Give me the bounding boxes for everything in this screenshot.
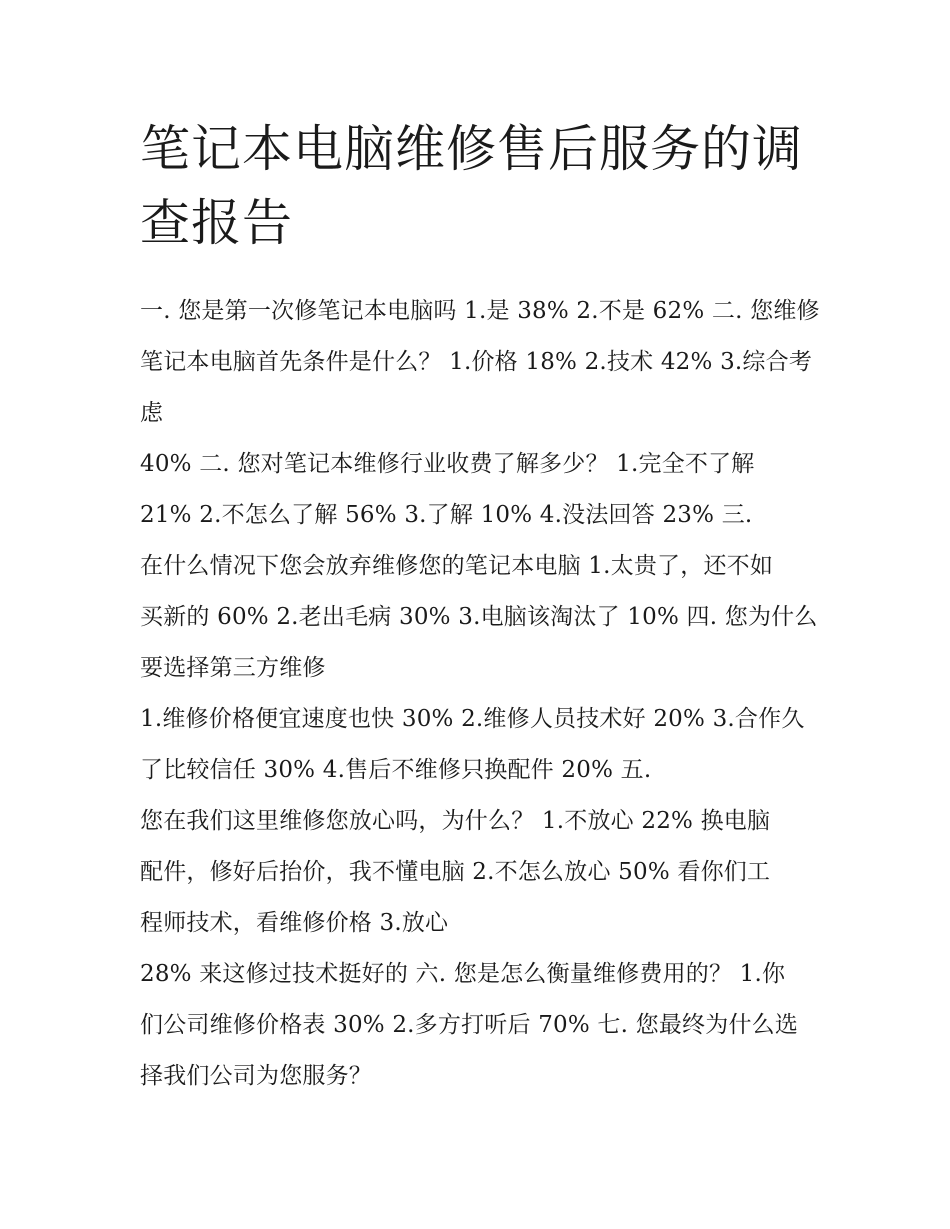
body-line: 了比较信任 30% 4.售后不维修只换配件 20% 五. — [140, 757, 652, 783]
body-line: 程师技术，看维修价格 3.放心 — [140, 910, 449, 936]
body-line: 笔记本电脑首先条件是什么？ 1.价格 18% 2.技术 42% 3.综合考 — [140, 349, 813, 375]
body-line: 要选择第三方维修 — [140, 655, 326, 681]
title-line-1: 笔记本电脑维修售后服务的调 — [140, 120, 803, 178]
body-line: 28% 来这修过技术挺好的 六. 您是怎么衡量维修费用的？ 1.你 — [140, 961, 786, 987]
document-page — [140, 112, 820, 1102]
document-body — [140, 286, 820, 1102]
body-line: 配件，修好后抬价，我不懂电脑 2.不怎么放心 50% 看你们工 — [140, 859, 771, 885]
body-line: 们公司维修价格表 30% 2.多方打听后 70% 七. 您最终为什么选 — [140, 1012, 799, 1038]
body-line: 在什么情况下您会放弃维修您的笔记本电脑 1.太贵了，还不如 — [140, 553, 774, 579]
body-line: 虑 — [140, 400, 164, 426]
body-line: 买新的 60% 2.老出毛病 30% 3.电脑该淘汰了 10% 四. 您为什么 — [140, 604, 818, 630]
body-line: 40% 二. 您对笔记本维修行业收费了解多少？ 1.完全不了解 — [140, 451, 755, 477]
body-line: 一. 您是第一次修笔记本电脑吗 1.是 38% 2.不是 62% 二. 您维修 — [140, 298, 820, 324]
document-title — [140, 112, 820, 260]
body-line: 1.维修价格便宜速度也快 30% 2.维修人员技术好 20% 3.合作久 — [140, 706, 805, 732]
body-line: 择我们公司为您服务？ — [140, 1063, 372, 1089]
title-line-2: 查报告 — [140, 194, 293, 252]
body-line: 您在我们这里维修您放心吗，为什么？ 1.不放心 22% 换电脑 — [140, 808, 771, 834]
body-line: 21% 2.不怎么了解 56% 3.了解 10% 4.没法回答 23% 三. — [140, 502, 753, 528]
